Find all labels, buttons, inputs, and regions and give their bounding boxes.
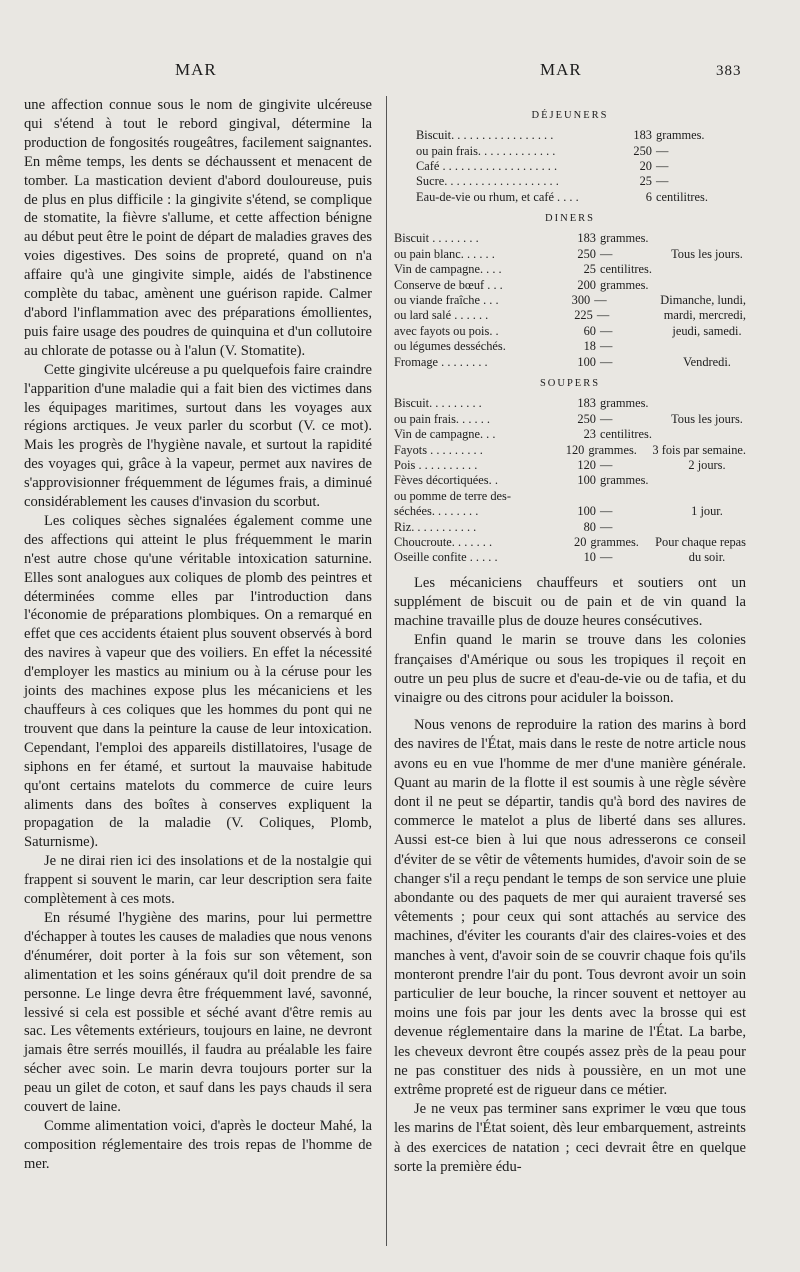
table-row bbox=[394, 443, 746, 458]
food-item: Vin de campagne. . . . bbox=[394, 262, 502, 277]
food-item: Pois . . . . . . . . . . bbox=[394, 457, 478, 472]
quantity: 183 bbox=[577, 231, 596, 246]
unit: — bbox=[600, 550, 613, 565]
table-row bbox=[394, 396, 746, 411]
soupers-title: SOUPERS bbox=[539, 378, 601, 390]
schedule-note: mardi, mercredi, bbox=[663, 308, 746, 323]
schedule-note: Tous les jours. bbox=[671, 246, 743, 261]
left-column bbox=[24, 96, 372, 1174]
table-row bbox=[394, 174, 746, 189]
table-row bbox=[394, 550, 746, 565]
paragraph: Les mécaniciens chauffeurs et soutiers ont un supplément de biscuit ou de pain et de vin quand la machine travaille plus de douze heures consécutives. bbox=[394, 574, 746, 630]
food-item: ou pain blanc. . . . . . bbox=[394, 246, 495, 261]
unit: — bbox=[656, 174, 669, 189]
table-row bbox=[394, 278, 746, 293]
diners-table bbox=[394, 231, 746, 370]
table-row bbox=[394, 520, 746, 535]
schedule-note: Pour chaque repas bbox=[655, 534, 746, 549]
dejeuners-title: DÉJEUNERS bbox=[531, 110, 609, 121]
quantity: 25 bbox=[639, 174, 652, 189]
unit: grammes. bbox=[600, 473, 649, 488]
quantity: 100 bbox=[577, 473, 596, 488]
food-item: Fromage . . . . . . . . bbox=[394, 354, 488, 369]
quantity: 300 bbox=[571, 293, 591, 308]
quantity: 6 bbox=[645, 189, 652, 204]
table-row bbox=[394, 355, 746, 370]
food-item: Biscuit. . . . . . . . . bbox=[394, 396, 482, 411]
unit: centilitres. bbox=[656, 189, 708, 204]
quantity: 120 bbox=[565, 442, 585, 457]
food-item: ou légumes desséchés. bbox=[394, 339, 506, 354]
quantity: 23 bbox=[583, 427, 596, 442]
unit: — bbox=[600, 411, 613, 426]
right-column bbox=[394, 104, 746, 1177]
column-divider bbox=[386, 96, 387, 1246]
schedule-note: 2 jours. bbox=[688, 457, 726, 472]
unit: — bbox=[600, 519, 613, 534]
food-item: ou pain frais. . . . . . . . . . . . . bbox=[416, 143, 556, 158]
table-row bbox=[394, 504, 746, 519]
food-item: ou pomme de terre des- bbox=[394, 488, 511, 503]
soupers-table bbox=[394, 396, 746, 565]
unit: — bbox=[656, 159, 669, 174]
quantity: 100 bbox=[577, 504, 596, 519]
table-row bbox=[394, 489, 746, 504]
quantity: 100 bbox=[577, 354, 596, 369]
unit: grammes. bbox=[590, 534, 639, 549]
quantity: 20 bbox=[574, 534, 587, 549]
quantity: 225 bbox=[574, 308, 593, 323]
table-row bbox=[394, 324, 746, 339]
unit: — bbox=[656, 143, 669, 158]
unit: — bbox=[600, 504, 613, 519]
paragraph: Cette gingivite ulcéreuse a pu quelquefois faire craindre l'apparition d'une maladie qui a fait bien des victimes dans les équipages maritimes, surtout dans les voyages aux régions arctiques. Je veux parler du scorbut (V. ce mot). Mais les progrès de l'hygiène navale, et surtout la rapidité des voyages qui, grâce à la vapeur, permet aux navires de s'approvisionner fréquemment de légumes frais, a diminué considérablement les causes d'invasion du scorbut. bbox=[24, 361, 372, 511]
quantity: 10 bbox=[583, 550, 596, 565]
paragraph: Je ne veux pas terminer sans exprimer le vœu que tous les marins de l'État soient, dès leur embarquement, astreints à des exercices de natation ; ceci devrait être en quelque sorte la première édu- bbox=[394, 1101, 746, 1175]
table-row bbox=[394, 190, 746, 205]
unit: — bbox=[600, 323, 613, 338]
paragraph: Les coliques sèches signalées également comme une des affections qui atteint le plus fréquemment le marin n'est autre chose qu'une véritable intoxication saturnine. Elles sont analogues aux coliques de plomb des peintres et déterminées comme elles par l'introduction dans l'économie de préparations plombiques. On a remarqué en effet que ces accidents étaient plus souvent observés à bord des navires à vapeur que des voiliers. En effet la nécessité d'employer les mastics au minium ou à la céruse pour les joints des machines expose plus les mécaniciens et les chauffeurs à ces coliques que les hommes du pont qui ne trouvent que dans la peinture la cause de leur intoxication. Cependant, l'emploi des appareils distillatoires, l'usage de siphons en fer étamé, et surtout la mauvaise habitude qu'ont certains matelots du commerce de cuire leurs aliments dans des boîtes à conserves expliquent la propagation de la maladie (V. Coliques, Plomb, Saturnisme). bbox=[24, 512, 372, 851]
diners-title: DINERS bbox=[545, 213, 595, 225]
food-item: ou viande fraîche . . . bbox=[394, 293, 499, 308]
unit: — bbox=[596, 308, 610, 323]
quantity: 183 bbox=[577, 396, 596, 411]
unit: centilitres. bbox=[600, 427, 652, 442]
food-item: Café . . . . . . . . . . . . . . . . . . . bbox=[416, 159, 558, 174]
unit: grammes. bbox=[588, 442, 637, 457]
table-row bbox=[394, 308, 746, 323]
table-row bbox=[394, 247, 746, 262]
food-item: ou lard salé . . . . . . bbox=[394, 308, 489, 323]
paragraph: En résumé l'hygiène des marins, pour lui permettre d'échapper à toutes les causes de maladies que nous venons d'énumérer, doit porter à la fois sur son vêtement, son alimentation et les soins généraux qu'il doit prendre de sa personne. Le linge devra être fréquemment lavé, savonné, lessivé si cela est possible et séché avant d'être remis au sac. Les vêtements extérieurs, toujours en laine, ne devront jamais être serrés mouillés, il faudra au préalable les faire sécher avec soin. Le marin devra toujours porter sur la peau un gilet de coton, et sauf dans les pays chauds il sera couvert de laine. bbox=[24, 909, 372, 1116]
unit: — bbox=[600, 457, 613, 472]
unit: grammes. bbox=[600, 277, 649, 292]
unit: — bbox=[600, 354, 613, 369]
unit: centilitres. bbox=[600, 262, 652, 277]
table-row bbox=[394, 535, 746, 550]
food-item: Biscuit. . . . . . . . . . . . . . . . . bbox=[416, 128, 554, 143]
table-row bbox=[394, 262, 746, 277]
unit: grammes. bbox=[600, 396, 649, 411]
schedule-note: 1 jour. bbox=[691, 504, 723, 519]
unit: — bbox=[600, 246, 613, 261]
unit: — bbox=[600, 339, 613, 354]
quantity: 183 bbox=[633, 128, 652, 143]
table-row bbox=[394, 458, 746, 473]
food-item: Fèves décortiquées. . bbox=[394, 473, 498, 488]
paragraph: Comme alimentation voici, d'après le docteur Mahé, la composition réglementaire des trois repas de l'homme de mer. bbox=[24, 1117, 372, 1172]
quantity: 250 bbox=[577, 246, 596, 261]
quantity: 20 bbox=[639, 159, 652, 174]
quantity: 25 bbox=[583, 262, 596, 277]
food-item: Oseille confite . . . . . bbox=[394, 550, 498, 565]
page-number: 383 bbox=[716, 63, 742, 79]
quantity: 200 bbox=[577, 277, 596, 292]
food-item: Sucre. . . . . . . . . . . . . . . . . . . bbox=[416, 174, 559, 189]
schedule-note: Dimanche, lundi, bbox=[660, 293, 746, 308]
table-row bbox=[394, 159, 746, 174]
quantity: 120 bbox=[577, 457, 596, 472]
schedule-note: Vendredi. bbox=[683, 354, 731, 369]
running-head-left: MAR bbox=[175, 60, 217, 79]
table-row bbox=[394, 339, 746, 354]
table-row bbox=[394, 144, 746, 159]
paragraph: Nous venons de reproduire la ration des marins à bord des navires de l'État, mais dans le reste de notre article nous avons eu en vue l'homme de mer d'une manière générale. Quant au marin de la flotte il est soumis à une règle sévère dont il ne peut se départir, tandis qu'à bord des navires de commerce le matelot a plus de liberté dans ses allures. Aussi est-ce bien à lui que nous adresserons ce conseil d'éviter de se vêtir de vêtements humides, d'avoir soin de se changer s'il a reçu pendant le temps de son service une pluie abondante ou des paquets de mer qui auraient traversé ses vêtements ; pour ceux qui sont attachés au service des machines, d'éviter les courants d'air des claires-voies et des manches à vent, d'avoir soin de se couvrir chaque fois qu'ils monteront prendre l'air du pont. Tous devront avoir un soin particulier de leur bouche, la rincer souvent et nettoyer au moins une fois par jour les dents avec la brosse qui est devenue réglementaire dans la marine de l'État. La barbe, les cheveux devront être coupés assez près de la peau pour ne pas constituer des nids à poussière, en un mot une extrême propreté est de rigueur dans ce métier. bbox=[394, 717, 746, 1099]
food-item: Choucroute. . . . . . . bbox=[394, 534, 493, 549]
unit: grammes. bbox=[656, 128, 705, 143]
schedule-note: Tous les jours. bbox=[671, 411, 743, 426]
table-row bbox=[394, 231, 746, 246]
food-item: Vin de campagne. . . bbox=[394, 427, 496, 442]
unit: grammes. bbox=[600, 231, 649, 246]
table-row bbox=[394, 412, 746, 427]
food-item: avec fayots ou pois. . bbox=[394, 323, 499, 338]
dejeuners-table bbox=[394, 128, 746, 205]
food-item: Biscuit . . . . . . . . bbox=[394, 231, 479, 246]
running-head-right: MAR bbox=[540, 60, 582, 79]
table-row bbox=[394, 427, 746, 442]
table-row bbox=[394, 473, 746, 488]
schedule-note: jeudi, samedi. bbox=[672, 323, 742, 338]
food-item: Fayots . . . . . . . . . bbox=[394, 442, 483, 457]
food-item: Conserve de bœuf . . . bbox=[394, 277, 503, 292]
quantity: 250 bbox=[577, 411, 596, 426]
food-item: ou pain frais. . . . . . bbox=[394, 411, 491, 426]
food-item: Eau-de-vie ou rhum, et café . . . . bbox=[416, 189, 579, 204]
unit: — bbox=[594, 293, 607, 308]
paragraph: Enfin quand le marin se trouve dans les colonies françaises d'Amérique ou sous les tropiques il reçoit en outre un peu plus de sucre et d'eau-de-vie ou de tafia, et du vinaigre ou des citrons pour aciduler la boisson. bbox=[394, 632, 746, 706]
paragraph: une affection connue sous le nom de gingivite ulcéreuse qui s'étend à tout le rebord gingival, détermine la production de fongosités rougeâtres, facilement saignantes. En même temps, les dents se déchaussent et menacent de tomber. La mastication devient d'abord douloureuse, puis de plus en plus difficile : la gingivite s'étend, se complique de stomatite, la fièvre s'allume, et cette affection bénigne au début peut être le point de départ de maladies graves des voies digestives. Des soins de propreté, quand on n'a affaire qu'à une gingivite simple, aidés de l'abstinence complète du tabac, amènent une guérison rapide. Calmer d'abord l'inflammation avec des préparations émollientes, puis faire usage des poudres de quinquina et d'un collutoire au chlorate de potasse ou à l'alun (V. Stomatite). bbox=[24, 97, 372, 359]
table-row bbox=[394, 293, 746, 308]
quantity: 60 bbox=[583, 323, 596, 338]
food-item: séchées. . . . . . . . bbox=[394, 504, 479, 519]
schedule-note: du soir. bbox=[688, 550, 726, 565]
food-item: Riz. . . . . . . . . . . bbox=[394, 519, 477, 534]
schedule-note: 3 fois par semaine. bbox=[652, 442, 747, 457]
quantity: 80 bbox=[583, 519, 596, 534]
quantity: 250 bbox=[633, 143, 652, 158]
quantity: 18 bbox=[583, 339, 596, 354]
table-row bbox=[394, 128, 746, 143]
paragraph: Je ne dirai rien ici des insolations et de la nostalgie qui frappent si souvent le marin, car leur description sera faite complètement à ces mots. bbox=[24, 853, 372, 908]
